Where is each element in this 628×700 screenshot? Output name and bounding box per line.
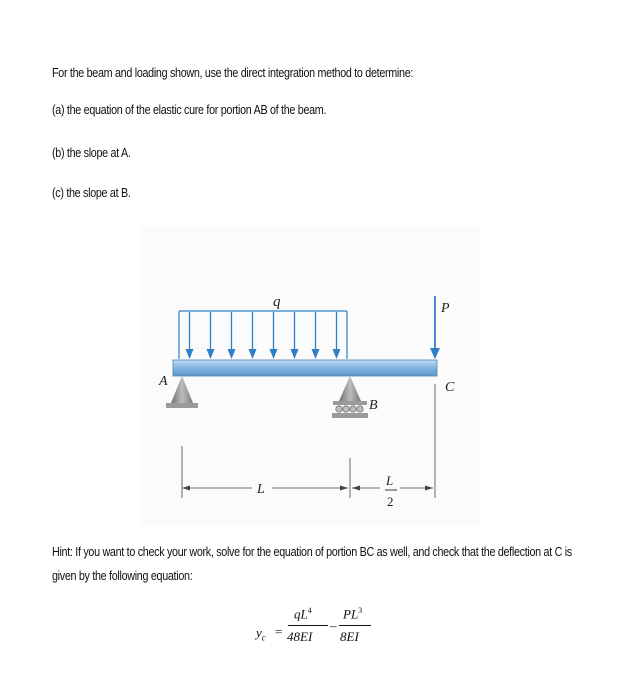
dimension-lines [182, 384, 435, 498]
problem-part-b: (b) the slope at A. [52, 146, 131, 160]
formula-minus: – [330, 618, 337, 633]
beam-diagram [140, 226, 480, 526]
beam [173, 360, 437, 376]
formula-term1-denominator: 48EI [287, 629, 313, 644]
hint-line-2: given by the following equation: [52, 569, 193, 583]
problem-part-a: (a) the equation of the elastic cure for portion AB of the beam. [52, 103, 327, 117]
dim-label-l-num: L [386, 473, 394, 488]
formula-lhs: $y_c$ [256, 625, 266, 643]
point-load-arrow [430, 296, 440, 359]
load-arrow [291, 312, 299, 359]
formula-equals: = [275, 624, 283, 639]
distributed-load [179, 311, 347, 359]
beam-figure [140, 226, 480, 526]
load-arrow [186, 312, 194, 359]
dim-label-l: L [257, 482, 265, 497]
hint-line-1: Hint: If you want to check your work, solve for the equation of portion BC as well, and check that the deflection at C is [52, 545, 572, 559]
load-arrows [186, 312, 341, 359]
roller-support-b [332, 376, 368, 418]
load-arrow [333, 312, 341, 359]
load-label-q: q [273, 294, 281, 310]
label-b: B [369, 398, 378, 413]
dim-label-2-den: 2 [387, 494, 394, 509]
formula-term1-numerator: $qL^4$ [294, 606, 312, 622]
formula-term2-denominator: 8EI [340, 629, 359, 644]
problem-intro: For the beam and loading shown, use the direct integration method to determine: [52, 66, 414, 80]
pin-support-a [166, 376, 198, 408]
load-arrow [249, 312, 257, 359]
load-arrow [270, 312, 278, 359]
formula-term1-bar [288, 625, 328, 626]
label-c: C [445, 380, 455, 395]
load-arrow [312, 312, 320, 359]
formula-term2-numerator: $PL^3$ [343, 606, 363, 622]
point-load-label-p: P [441, 301, 450, 316]
label-a: A [159, 374, 168, 389]
load-arrow [228, 312, 236, 359]
formula-term2-bar [339, 625, 371, 626]
load-arrow [207, 312, 215, 359]
problem-part-c: (c) the slope at B. [52, 186, 131, 200]
